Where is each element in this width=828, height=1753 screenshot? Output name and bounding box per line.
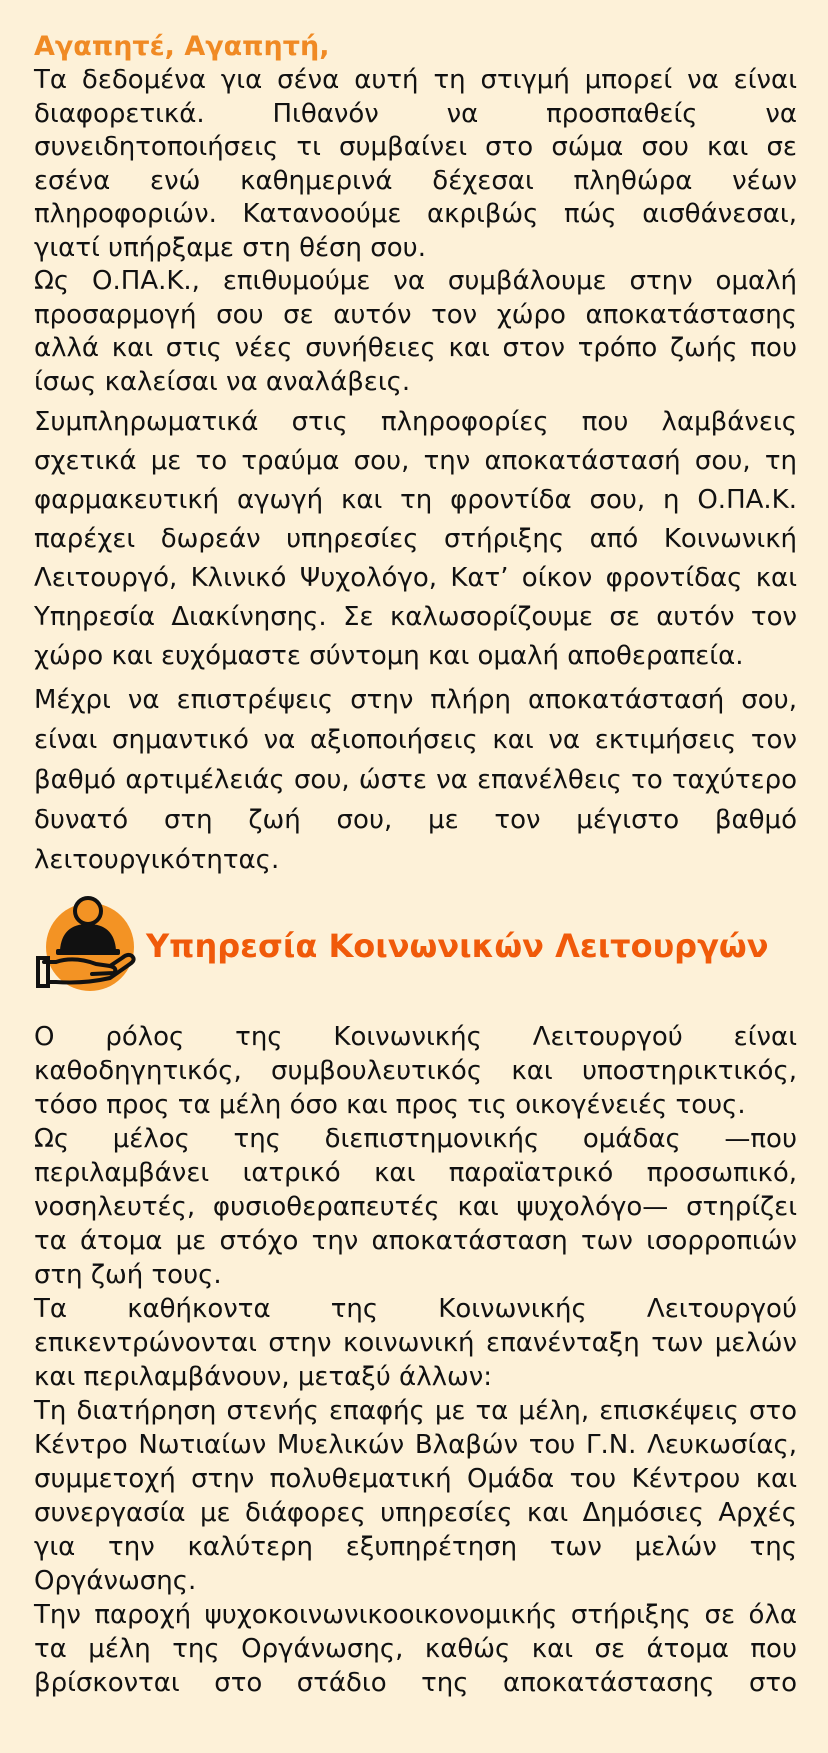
section-title: Υπηρεσία Κοινωνικών Λειτουργών: [146, 927, 769, 965]
section-paragraph-4: Τη διατήρηση στενής επαφής με τα μέλη, επισκέψεις στο Κέντρο Νωτιαίων Μυελικών Βλαβών του Γ.Ν. Λευκωσίας, συμμετοχή στην πολυθεματική Ομάδα του Κέντρου και συνεργασία με διάφορες υπηρεσίες και Δημόσιες Αρχές για την καλύτερη εξυπηρέτηση των μελών της Οργάνωσης.: [34, 1396, 797, 1596]
intro-paragraph-2: Ως Ο.ΠΑ.Κ., επιθυμούμε να συμβάλουμε στην ομαλή προσαρμογή σου σε αυτόν τον χώρο αποκατάστασης αλλά και στις νέες συνήθειες και στον τρόπο ζωής που ίσως καλείσαι να αναλάβεις.: [34, 266, 797, 397]
section-paragraph-1: Ο ρόλος της Κοινωνικής Λειτουργού είναι καθοδηγητικός, συμβουλευτικός και υποστηρικτικός, τόσο προς τα μέλη όσο και προς τις οικογένειές τους.: [34, 1022, 797, 1120]
social-worker-hand-icon: [34, 892, 144, 1002]
section-header: [34, 892, 797, 1002]
section-paragraph-3: Τα καθήκοντα της Κοινωνικής Λειτουργού επικεντρώνονται στην κοινωνική επανένταξη των μελών και περιλαμβάνουν, μεταξύ άλλων:: [34, 1294, 797, 1392]
intro-paragraph-4: Μέχρι να επιστρέψεις στην πλήρη αποκατάστασή σου, είναι σημαντικό να αξιοποιήσεις και να εκτιμήσεις τον βαθμό αρτιμέλειάς σου, ώστε να επανέλθεις το ταχύτερο δυνατό στη ζωή σου, με τον μέγιστο βαθμό λειτουργικότητας.: [34, 685, 797, 875]
document-page: [34, 30, 797, 1700]
section-paragraph-2: Ως μέλος της διεπιστημονικής ομάδας —που περιλαμβάνει ιατρικό και παραϊατρικό προσωπικό, νοσηλευτές, φυσιοθεραπευτές και ψυχολόγο— στηρίζει τα άτομα με στόχο την αποκατάσταση των ισορροπιών στη ζωή τους.: [34, 1124, 797, 1290]
greeting: Αγαπητέ, Αγαπητή,: [34, 31, 330, 62]
intro-paragraph-3: Συμπληρωματικά στις πληροφορίες που λαμβάνεις σχετικά με το τραύμα σου, την αποκατάστασή σου, τη φαρμακευτική αγωγή και τη φροντίδα σου, η Ο.ΠΑ.Κ. παρέχει δωρεάν υπηρεσίες στήριξης από Κοινωνική Λειτουργό, Κλινικό Ψυχολόγο, Κατ’ οίκον φροντίδας και Υπηρεσία Διακίνησης. Σε καλωσορίζουμε σε αυτόν τον χώρο και ευχόμαστε σύντομη και ομαλή αποθεραπεία.: [34, 407, 797, 671]
section-paragraph-5: Την παροχή ψυχοκοινωνικοοικονομικής στήριξης σε όλα τα μέλη της Οργάνωσης, καθώς και σε άτομα που βρίσκονται στο στάδιο της αποκατάστασης στο: [34, 1600, 797, 1698]
intro-paragraph-1: Τα δεδομένα για σένα αυτή τη στιγμή μπορεί να είναι διαφορετικά. Πιθανόν να προσπαθείς να συνειδητοποιήσεις τι συμβαίνει στο σώμα σου και σε εσένα ενώ καθημερινά δέχεσαι πληθώρα νέων πληροφοριών. Κατανοούμε ακριβώς πώς αισθάνεσαι, γιατί υπήρξαμε στη θέση σου.: [34, 65, 797, 263]
